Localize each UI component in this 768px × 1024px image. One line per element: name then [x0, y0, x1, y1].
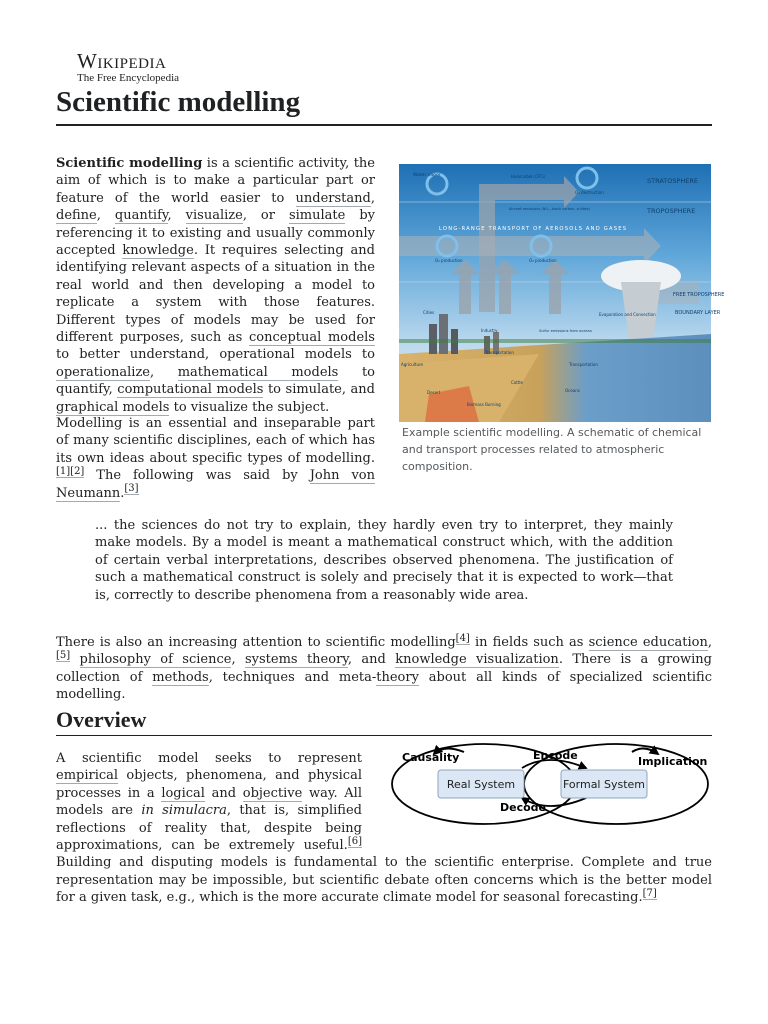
text-run: There is also an increasing attention to scientific modelling [56, 635, 456, 650]
text-run: , or [242, 208, 289, 224]
link-mathematical-models[interactable]: mathematical models [177, 364, 339, 380]
text-run: , techniques and meta- [208, 669, 377, 685]
italic-in-simulacra: in simulacra [141, 803, 227, 819]
link-logical[interactable]: logical [161, 785, 205, 801]
link-understand[interactable]: understand [295, 190, 371, 206]
intro-bold-term: Scientific modelling [56, 156, 203, 171]
real-system-box: Real System [446, 778, 516, 791]
link-systems-theory[interactable]: systems theory [244, 652, 348, 668]
label-desert: Desert [427, 390, 441, 395]
reference-2[interactable]: [2] [70, 465, 85, 477]
label-implication: Implication [638, 755, 708, 768]
label-sulfur-emissions: Sulfur emissions from oceans [539, 329, 592, 333]
text-run: , [150, 364, 178, 380]
reference-6[interactable]: [6] [347, 835, 362, 847]
label-biomass-burning: Biomass Burning [467, 402, 501, 407]
text-run: . There is a growing collection of [56, 652, 713, 685]
label-transportation-2: Transportation [569, 362, 598, 367]
text-run: , [96, 208, 115, 224]
intro-paragraph [56, 155, 375, 416]
text-run: and [204, 785, 243, 801]
reference-4[interactable]: [4] [455, 632, 470, 644]
label-transportation: Transportation [485, 350, 514, 355]
attention-paragraph [56, 634, 712, 704]
reference-3[interactable]: [3] [124, 483, 139, 495]
section-heading-overview: Overview [56, 707, 147, 732]
label-causality: Causality [402, 751, 460, 764]
text-run: Building and disputing models is fundamental to the scientific enterprise. Complete and true representation may be impossible, but scientific debate often concerns which is the better model for a given task, e.g., which is the more accurate climate model for seasonal forecasting. [56, 855, 712, 906]
text-run: , and [347, 652, 396, 668]
link-objective[interactable]: objective [242, 785, 303, 801]
text-run: to visualize the subject. [169, 399, 330, 415]
text-run: to better understand, operational models to [56, 347, 375, 363]
title-divider [56, 124, 712, 126]
link-knowledge[interactable]: knowledge [122, 243, 194, 259]
text-run: in fields such as [469, 635, 589, 650]
label-decode: Decode [500, 801, 547, 814]
label-boundary-layer: BOUNDARY LAYER [675, 310, 721, 316]
link-quantify[interactable]: quantify [114, 208, 168, 224]
label-cattle: Cattle [511, 380, 523, 385]
text-run: to simulate, and [263, 382, 375, 398]
link-define[interactable]: define [56, 208, 97, 224]
link-empirical[interactable]: empirical [56, 768, 119, 784]
text-run: , [167, 208, 186, 224]
link-methods[interactable]: methods [152, 669, 209, 685]
label-evaporation: Evaporation and Convection [599, 312, 656, 317]
label-oceans: Oceans [565, 388, 580, 393]
page-title: Scientific modelling [56, 86, 301, 118]
label-agriculture: Agriculture [401, 362, 423, 367]
link-simulate[interactable]: simulate [288, 208, 346, 224]
label-long-range-transport: LONG-RANGE TRANSPORT OF AEROSOLS AND GASES [439, 226, 628, 232]
text-run: A scientific model seeks to represent [56, 751, 362, 766]
text-run [70, 652, 79, 667]
label-water-vapor: Water vapor [413, 173, 441, 178]
text-run: Modelling is an essential and inseparable part of many scientific disciplines, each of which has its own ideas about specific types of modelling. [56, 416, 375, 466]
reference-5[interactable]: [5] [56, 650, 71, 662]
link-graphical-models[interactable]: graphical models [56, 399, 170, 415]
text-run: to quantify, [56, 364, 376, 398]
reference-7[interactable]: [7] [642, 887, 657, 899]
link-visualize[interactable]: visualize [185, 208, 243, 224]
label-stratosphere: STRATOSPHERE [647, 177, 699, 185]
logo-tagline: The Free Encyclopedia [77, 72, 180, 84]
text-run: . It requires selecting and identifying relevant aspects of a situation in the real world and then developing a model to replicate a system with those features. Different types of models may be used for different purposes, such as [56, 243, 375, 346]
logo-wordmark: Wikipedia [77, 49, 167, 73]
label-troposphere: TROPOSPHERE [647, 207, 696, 215]
text-run: , [370, 190, 375, 206]
link-conceptual-models[interactable]: conceptual models [249, 330, 375, 346]
text-run: . [120, 485, 125, 501]
label-free-troposphere: FREE TROPOSPHERE [673, 292, 725, 298]
text-run: way. All models are [56, 785, 362, 819]
formal-system-box: Formal System [562, 778, 646, 791]
link-theory[interactable]: theory [376, 669, 419, 685]
label-o3-production: O₃ production [435, 258, 463, 263]
wikipedia-logo[interactable] [77, 50, 217, 85]
link-philosophy-of-science[interactable]: philosophy of science [79, 652, 232, 668]
text-run: about all kinds of specialized scientific modelling. [56, 669, 712, 703]
text-run: is a scientific activity, the aim of which is to make a particular part or feature of the world easier to [56, 156, 375, 206]
link-operationalize[interactable]: operationalize [56, 364, 150, 380]
atmospheric-schematic-image[interactable] [399, 164, 725, 422]
text-run: objects, phenomena, and physical processes in a [56, 768, 362, 801]
label-cities: Cities [423, 310, 435, 315]
link-john-von-neumann[interactable]: John von Neumann [56, 468, 375, 501]
label-aircraft-emissions: Aircraft emissions (NOₓ, black carbon, sulfate) [509, 207, 590, 211]
modelling-paragraph [56, 415, 375, 502]
text-run: by referencing it to existing and usually commonly accepted [56, 208, 375, 259]
figure-caption: Example scientific modelling. A schematic of chemical and transport processes related to atmospheric composition. [402, 426, 702, 473]
label-halocarbon: Halocarbon CFCs [511, 174, 546, 179]
link-computational-models[interactable]: computational models [117, 382, 264, 398]
link-knowledge-visualization[interactable]: knowledge visualization [395, 652, 559, 668]
von-neumann-quote: ... the sciences do not try to explain, they hardly even try to interpret, they mainly make models. By a model is meant a mathematical construct which, with the addition of certain verbal interpretations, describes observed phenomena. The justification of such a mathematical construct is solely and precisely that it is expected to work—that is, correctly to describe phenomena from a reasonably wide area. [95, 518, 673, 603]
modelling-relation-diagram[interactable] [372, 738, 712, 830]
text-run: , [707, 635, 713, 650]
text-run: , that is, simplified reflections of reality that, despite being approximations, can be extremely useful. [56, 803, 362, 854]
link-science-education[interactable]: science education [588, 635, 708, 650]
label-industry: Industry [481, 328, 498, 333]
section-divider [56, 735, 712, 736]
label-encode: Encode [533, 749, 578, 762]
label-o3-destruction: O₃ destruction [575, 190, 604, 195]
reference-1[interactable]: [1] [56, 465, 71, 477]
text-run: , [231, 652, 245, 668]
label-o3-production-2: O₃ production [529, 258, 557, 263]
text-run: The following was said by [84, 468, 310, 484]
